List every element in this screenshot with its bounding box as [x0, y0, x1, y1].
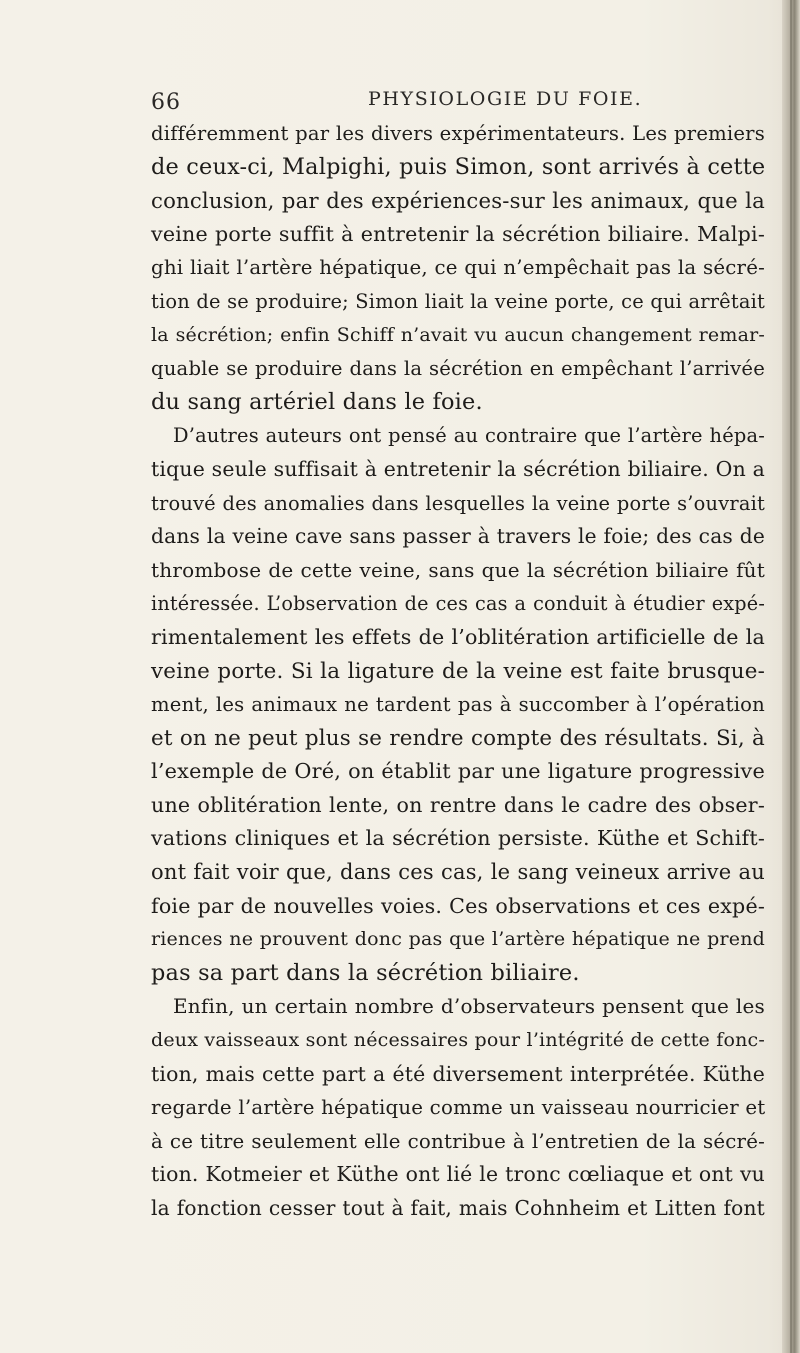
text-line: tion. Kotmeier et Küthe ont lié le tronc cœliaque et ont vu [151, 1162, 765, 1187]
text-line: deux vaisseaux sont nécessaires pour l’intégrité de cette fonc- [151, 1029, 765, 1052]
text-line: foie par de nouvelles voies. Ces observations et ces expé- [151, 893, 765, 918]
text-line: trouvé des anomalies dans lesquelles la veine porte s’ouvrait [151, 491, 765, 515]
text-line: tion, mais cette part a été diversement interprétée. Küthe [151, 1061, 765, 1086]
text-line: tion de se produire; Simon liait la veine porte, ce qui arrêtait [151, 289, 765, 313]
text-line: ont fait voir que, dans ces cas, le sang veineux arrive au [151, 860, 765, 885]
text-line: ghi liait l’artère hépatique, ce qui n’empêchait pas la sécré- [151, 256, 765, 280]
paragraph-first-line: D’autres auteurs ont pensé au contraire que l’artère hépa- [173, 424, 765, 448]
text-line: la fonction cesser tout à fait, mais Cohnheim et Litten font [151, 1196, 765, 1220]
text-line: différemment par les divers expérimentateurs. Les premiers [151, 122, 765, 145]
page-number: 66 [151, 90, 181, 115]
paragraph-first-line: Enfin, un certain nombre d’observateurs pensent que les [173, 994, 765, 1019]
text-line: du sang artériel dans le foie. [151, 388, 483, 415]
text-line: de ceux-ci, Malpighi, puis Simon, sont arrivés à cette [151, 153, 766, 180]
text-line: intéressée. L’observation de ces cas a conduit à étudier expé- [151, 592, 765, 616]
body-text [151, 117, 765, 1226]
text-line: quable se produire dans la sécrétion en empêchant l’arrivée [151, 357, 765, 381]
text-line: une oblitération lente, on rentre dans le cadre des obser- [151, 792, 765, 817]
text-line: veine porte. Si la ligature de la veine est faite brusque- [151, 658, 765, 684]
text-line: vations cliniques et la sécrétion persiste. Küthe et Schift- [151, 826, 765, 851]
text-line: thrombose de cette veine, sans que la sécrétion biliaire fût [151, 557, 765, 582]
text-line: dans la veine cave sans passer à travers le foie; des cas de [151, 524, 765, 549]
text-line: rimentalement les effets de l’oblitération artificielle de la [151, 624, 765, 649]
page-header [151, 82, 791, 122]
text-line: l’exemple de Oré, on établit par une ligature progressive [151, 759, 765, 784]
text-line: ment, les animaux ne tardent pas à succomber à l’opération [151, 693, 765, 717]
text-line: à ce titre seulement elle contribue à l’entretien de la sécré- [151, 1129, 765, 1153]
text-line: et on ne peut plus se rendre compte des résultats. Si, à [151, 725, 765, 751]
text-line: tique seule suffisait à entretenir la sécrétion biliaire. On a [151, 456, 765, 481]
text-line: riences ne prouvent donc pas que l’artère hépatique ne prend [151, 928, 765, 951]
running-title: PHYSIOLOGIE DU FOIE. [368, 88, 643, 110]
text-line: la sécrétion; enfin Schiff n’avait vu aucun changement remar- [151, 323, 765, 346]
page-edge-shadow [790, 0, 792, 1353]
text-line: conclusion, par des expériences-sur les animaux, que la [151, 188, 765, 214]
text-line: veine porte suffit à entretenir la sécrétion biliaire. Malpi- [151, 221, 765, 246]
text-line: pas sa part dans la sécrétion biliaire. [151, 959, 580, 986]
text-line: regarde l’artère hépatique comme un vaisseau nourricier et [151, 1096, 766, 1120]
